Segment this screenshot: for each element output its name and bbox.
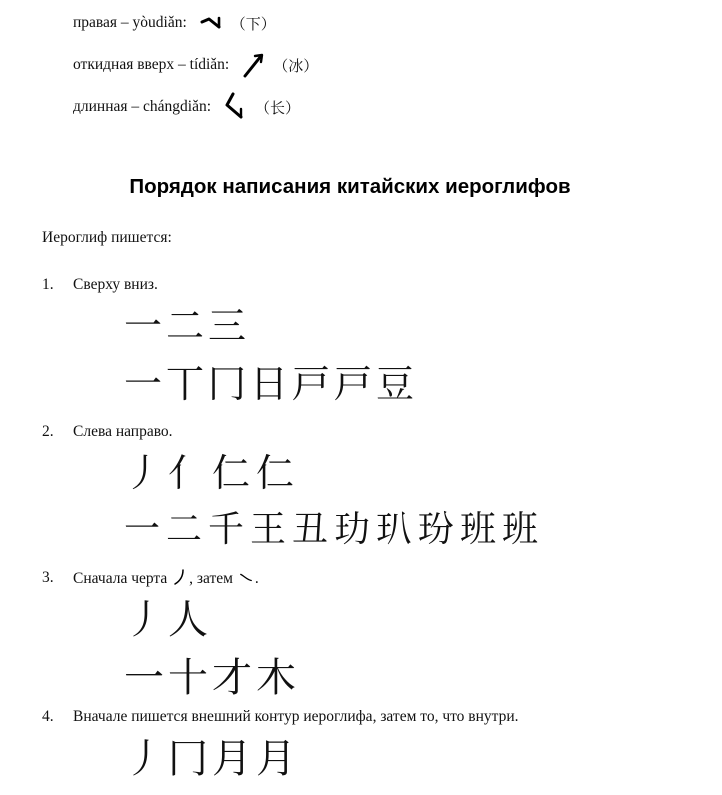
stroke-order-step: 一: [124, 655, 164, 701]
stroke-order-step: 一: [124, 304, 163, 348]
stroke-label: длинная – chángdiǎn:: [73, 98, 212, 115]
stroke-example: （长）: [255, 100, 301, 117]
intro-text: Иероглиф пишется:: [42, 229, 172, 246]
rule-3: [42, 569, 259, 588]
stroke-order-step: 三: [208, 304, 247, 348]
rule-text-end: .: [254, 570, 259, 587]
rule-text: Сверху вниз.: [73, 276, 158, 293]
rule-4: [42, 708, 519, 726]
stroke-order-step: 日: [250, 362, 289, 406]
rising-stroke-icon: [239, 50, 269, 80]
stroke-order-step: 仁: [212, 451, 251, 495]
stroke-type-right-dot: [73, 8, 276, 38]
stroke-order-step: 仁: [256, 451, 295, 495]
stroke-order-step: 丿: [124, 736, 164, 782]
stroke-order-step: 王: [250, 509, 287, 550]
stroke-order-step: 冂: [168, 736, 208, 782]
stroke-order-step: 丅: [166, 362, 205, 406]
rule-1: [42, 276, 158, 294]
right-falling-stroke-icon: [239, 569, 253, 585]
stroke-order-step: 玏: [334, 509, 371, 550]
section-heading: Порядок написания китайских иероглифов: [129, 175, 571, 198]
stroke-order-sequence: [124, 304, 250, 348]
stroke-order-sequence: [124, 362, 418, 406]
right-dot-stroke-icon: [197, 8, 227, 38]
stroke-order-step: 千: [208, 509, 245, 550]
stroke-order-sequence: [124, 451, 300, 495]
stroke-example: （冰）: [273, 58, 319, 75]
rule-text-middle: , затем: [189, 570, 233, 587]
rule-number: 4.: [42, 708, 54, 725]
stroke-label: правая – yòudiǎn:: [73, 14, 187, 31]
left-falling-stroke-icon: [173, 569, 187, 585]
stroke-order-sequence: [124, 509, 544, 550]
stroke-order-step: 十: [168, 655, 208, 701]
stroke-order-sequence: [124, 736, 300, 782]
stroke-order-step: 木: [256, 655, 296, 701]
stroke-type-long-dot: [73, 92, 300, 122]
stroke-order-step: 月: [212, 736, 252, 782]
stroke-order-sequence: [124, 597, 212, 643]
stroke-order-step: 丑: [292, 509, 329, 550]
stroke-order-step: 班: [502, 509, 539, 550]
stroke-order-step: 班: [460, 509, 497, 550]
stroke-order-step: 丿: [124, 451, 163, 495]
stroke-label: откидная вверх – tídiǎn:: [73, 56, 230, 73]
rule-2: [42, 423, 173, 441]
stroke-order-step: 一: [124, 509, 161, 550]
stroke-order-sequence: [124, 655, 300, 701]
stroke-example: （下）: [230, 16, 276, 33]
stroke-order-step: 二: [166, 304, 205, 348]
rule-number: 3.: [42, 569, 54, 586]
rule-text: Вначале пишется внешний контур иероглифа, затем то, что внутри.: [73, 708, 519, 725]
long-dot-stroke-icon: [221, 92, 251, 122]
stroke-order-step: 丿: [124, 597, 164, 643]
stroke-order-step: 戸: [292, 362, 331, 406]
stroke-order-step: 月: [256, 736, 296, 782]
stroke-order-step: 二: [166, 509, 203, 550]
rule-number: 1.: [42, 276, 54, 293]
stroke-order-step: 才: [212, 655, 252, 701]
rule-text: [73, 569, 259, 588]
stroke-order-step: 亻: [168, 451, 207, 495]
rule-text-start: Сначала черта: [73, 570, 168, 587]
stroke-order-step: 玢: [418, 509, 455, 550]
stroke-order-step: 戸: [334, 362, 373, 406]
stroke-order-step: 人: [168, 597, 208, 643]
stroke-order-step: 冂: [208, 362, 247, 406]
stroke-order-step: 豆: [376, 362, 415, 406]
rule-number: 2.: [42, 423, 54, 440]
stroke-type-rising: [73, 50, 318, 80]
stroke-order-step: 一: [124, 362, 163, 406]
rule-text: Слева направо.: [73, 423, 173, 440]
stroke-order-step: 玐: [376, 509, 413, 550]
